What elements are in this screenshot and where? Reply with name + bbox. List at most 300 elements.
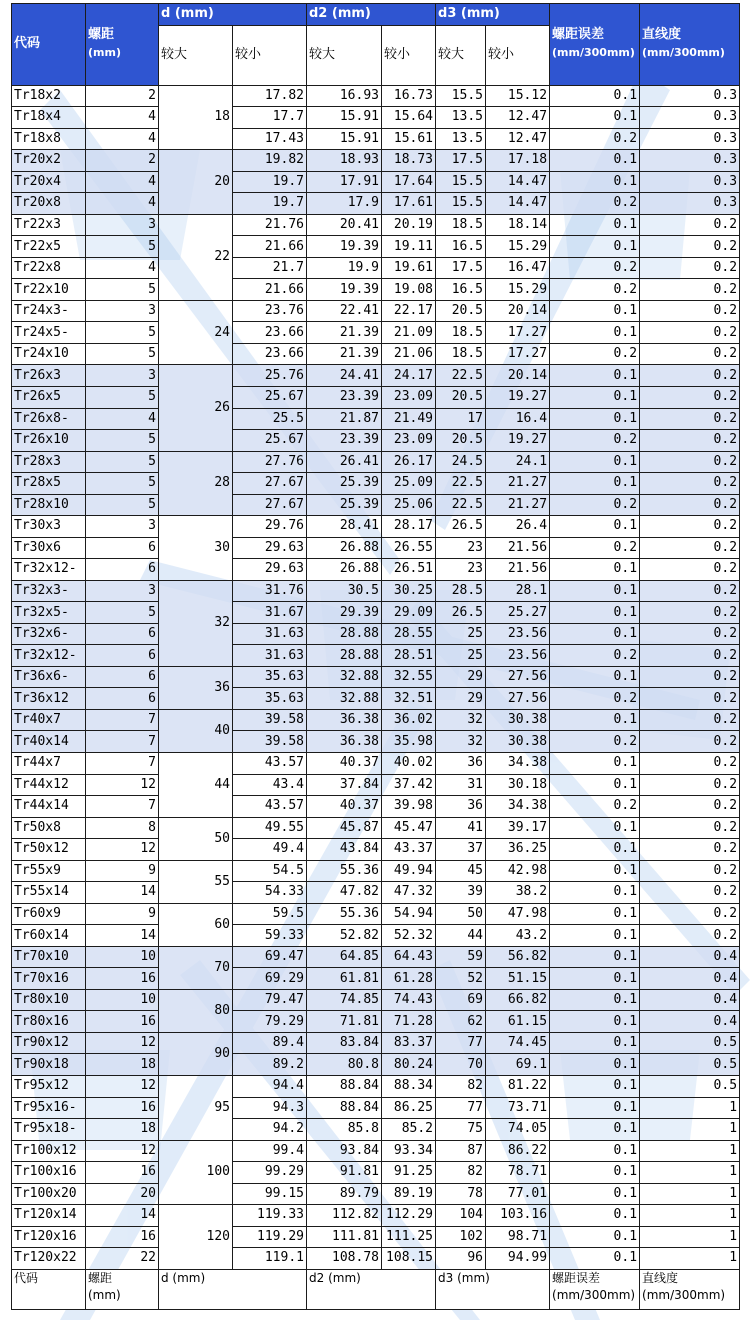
cell-d3-larger: 26.5: [436, 602, 486, 624]
cell-straightness: 0.5: [640, 1054, 740, 1076]
table-row: [12, 946, 740, 968]
cell-pitch-error: 0.1: [550, 1119, 640, 1141]
cell-pitch-error: 0.1: [550, 709, 640, 731]
cell-d-larger: 95: [159, 1075, 233, 1140]
cell-pitch: 16: [86, 968, 159, 990]
table-row: [12, 322, 740, 344]
cell-code: Tr30x6: [12, 537, 86, 559]
cell-straightness: 0.2: [640, 580, 740, 602]
cell-d3-smaller: 25.27: [486, 602, 550, 624]
cell-d3-larger: 16.5: [436, 236, 486, 258]
cell-pitch-error: 0.2: [550, 796, 640, 818]
cell-code: Tr90x18: [12, 1054, 86, 1076]
cell-pitch-error: 0.1: [550, 925, 640, 947]
cell-d3-larger: 87: [436, 1140, 486, 1162]
cell-pitch: 5: [86, 322, 159, 344]
cell-d2-smaller: 17.61: [382, 193, 436, 215]
cell-pitch: 12: [86, 1140, 159, 1162]
cell-pitch-error: 0.1: [550, 1162, 640, 1184]
footer-pitch-error-label: 螺距误差: [552, 1270, 601, 1285]
cell-pitch: 3: [86, 214, 159, 236]
cell-straightness: 0.2: [640, 731, 740, 753]
cell-pitch-error: 0.1: [550, 236, 640, 258]
cell-d2-larger: 91.81: [307, 1162, 382, 1184]
cell-pitch-error: 0.1: [550, 666, 640, 688]
table-row: [12, 107, 740, 129]
table-row: [12, 473, 740, 495]
cell-d2-larger: 40.37: [307, 796, 382, 818]
cell-pitch: 18: [86, 1054, 159, 1076]
cell-pitch: 4: [86, 408, 159, 430]
cell-d2-smaller: 111.25: [382, 1226, 436, 1248]
cell-d3-smaller: 51.15: [486, 968, 550, 990]
cell-d2-larger: 30.5: [307, 580, 382, 602]
cell-pitch-error: 0.1: [550, 580, 640, 602]
cell-d3-smaller: 15.29: [486, 236, 550, 258]
cell-code: Tr30x3: [12, 516, 86, 538]
cell-d2-larger: 23.39: [307, 430, 382, 452]
footer-pitch-error: [550, 1269, 640, 1309]
table-row: [12, 688, 740, 710]
cell-pitch: 2: [86, 150, 159, 172]
cell-d3-smaller: 26.4: [486, 516, 550, 538]
cell-pitch: 4: [86, 107, 159, 129]
cell-d3-larger: 26.5: [436, 516, 486, 538]
cell-d3-larger: 96: [436, 1248, 486, 1270]
cell-pitch-error: 0.1: [550, 946, 640, 968]
cell-pitch-error: 0.1: [550, 559, 640, 581]
cell-code: Tr28x5: [12, 473, 86, 495]
cell-pitch: 12: [86, 839, 159, 861]
cell-d2-larger: 21.39: [307, 343, 382, 365]
cell-code: Tr80x16: [12, 1011, 86, 1033]
cell-pitch-error: 0.1: [550, 774, 640, 796]
cell-d2-smaller: 40.02: [382, 753, 436, 775]
cell-d3-larger: 20.5: [436, 386, 486, 408]
header-straightness-unit: (mm/300mm): [642, 46, 725, 60]
cell-d2-smaller: 30.25: [382, 580, 436, 602]
cell-d2-smaller: 36.02: [382, 709, 436, 731]
cell-code: Tr24x10: [12, 343, 86, 365]
table-row: [12, 602, 740, 624]
cell-straightness: 1: [640, 1226, 740, 1248]
cell-d-smaller: 17.43: [233, 128, 307, 150]
cell-d3-smaller: 16.47: [486, 257, 550, 279]
table-row: [12, 193, 740, 215]
cell-code: Tr36x12: [12, 688, 86, 710]
table-row: [12, 1054, 740, 1076]
header-d2: d2 (mm): [307, 4, 436, 26]
cell-d3-smaller: 98.71: [486, 1226, 550, 1248]
cell-straightness: 0.5: [640, 1032, 740, 1054]
cell-straightness: 0.2: [640, 473, 740, 495]
cell-d-smaller: 119.1: [233, 1248, 307, 1270]
cell-pitch: 8: [86, 817, 159, 839]
cell-d3-smaller: 24.1: [486, 451, 550, 473]
cell-pitch-error: 0.1: [550, 1226, 640, 1248]
cell-d-smaller: 23.66: [233, 322, 307, 344]
table-row: [12, 1140, 740, 1162]
cell-code: Tr120x22: [12, 1248, 86, 1270]
cell-d3-larger: 20.5: [436, 430, 486, 452]
cell-pitch-error: 0.2: [550, 257, 640, 279]
cell-straightness: 0.2: [640, 666, 740, 688]
cell-pitch-error: 0.1: [550, 171, 640, 193]
cell-d3-larger: 29: [436, 666, 486, 688]
table-row: [12, 343, 740, 365]
cell-d-smaller: 35.63: [233, 688, 307, 710]
cell-d2-larger: 45.87: [307, 817, 382, 839]
cell-d2-larger: 17.9: [307, 193, 382, 215]
cell-d-smaller: 59.5: [233, 903, 307, 925]
cell-d2-smaller: 49.94: [382, 860, 436, 882]
cell-straightness: 0.3: [640, 171, 740, 193]
cell-pitch: 14: [86, 882, 159, 904]
table-row: [12, 1119, 740, 1141]
cell-pitch-error: 0.2: [550, 279, 640, 301]
table-row: [12, 1183, 740, 1205]
cell-d2-smaller: 29.09: [382, 602, 436, 624]
cell-d2-smaller: 47.32: [382, 882, 436, 904]
cell-d3-smaller: 17.27: [486, 322, 550, 344]
cell-d-smaller: 19.7: [233, 193, 307, 215]
cell-d3-smaller: 94.99: [486, 1248, 550, 1270]
cell-straightness: 0.4: [640, 989, 740, 1011]
cell-pitch: 6: [86, 559, 159, 581]
cell-code: Tr20x2: [12, 150, 86, 172]
header-d-larger: 较大: [159, 25, 233, 85]
cell-pitch: 5: [86, 236, 159, 258]
header-d-smaller: 较小: [233, 25, 307, 85]
cell-pitch: 9: [86, 860, 159, 882]
cell-d-larger: 20: [159, 150, 233, 215]
table-row: [12, 430, 740, 452]
cell-d3-larger: 28.5: [436, 580, 486, 602]
cell-d-larger: 44: [159, 753, 233, 818]
cell-pitch-error: 0.1: [550, 473, 640, 495]
cell-d-smaller: 19.7: [233, 171, 307, 193]
cell-d3-larger: 69: [436, 989, 486, 1011]
cell-code: Tr32x6-: [12, 623, 86, 645]
cell-pitch: 4: [86, 193, 159, 215]
cell-code: Tr26x8-: [12, 408, 86, 430]
cell-code: Tr24x5-: [12, 322, 86, 344]
cell-d3-larger: 77: [436, 1097, 486, 1119]
cell-pitch: 5: [86, 473, 159, 495]
cell-straightness: 0.2: [640, 516, 740, 538]
cell-code: Tr22x5: [12, 236, 86, 258]
cell-pitch: 12: [86, 774, 159, 796]
cell-d2-smaller: 37.42: [382, 774, 436, 796]
cell-d3-larger: 23: [436, 559, 486, 581]
cell-pitch: 2: [86, 85, 159, 107]
cell-d-smaller: 54.5: [233, 860, 307, 882]
cell-straightness: 0.2: [640, 386, 740, 408]
cell-straightness: 0.2: [640, 774, 740, 796]
cell-d-smaller: 54.33: [233, 882, 307, 904]
cell-d2-smaller: 93.34: [382, 1140, 436, 1162]
cell-d2-larger: 55.36: [307, 903, 382, 925]
cell-d2-larger: 28.88: [307, 645, 382, 667]
cell-pitch-error: 0.1: [550, 150, 640, 172]
cell-code: Tr95x12: [12, 1075, 86, 1097]
cell-d3-smaller: 17.18: [486, 150, 550, 172]
cell-d-smaller: 27.67: [233, 473, 307, 495]
cell-pitch-error: 0.2: [550, 537, 640, 559]
table-row: [12, 989, 740, 1011]
cell-d2-larger: 18.93: [307, 150, 382, 172]
cell-d3-smaller: 69.1: [486, 1054, 550, 1076]
cell-d3-smaller: 30.18: [486, 774, 550, 796]
cell-d3-smaller: 23.56: [486, 645, 550, 667]
cell-d-smaller: 59.33: [233, 925, 307, 947]
cell-pitch-error: 0.2: [550, 430, 640, 452]
cell-straightness: 0.4: [640, 1011, 740, 1033]
cell-d2-larger: 21.87: [307, 408, 382, 430]
cell-d3-smaller: 20.14: [486, 300, 550, 322]
cell-code: Tr70x16: [12, 968, 86, 990]
cell-d-smaller: 99.29: [233, 1162, 307, 1184]
cell-straightness: 1: [640, 1205, 740, 1227]
cell-straightness: 0.2: [640, 451, 740, 473]
cell-d3-smaller: 61.15: [486, 1011, 550, 1033]
cell-d3-larger: 104: [436, 1205, 486, 1227]
cell-pitch: 6: [86, 666, 159, 688]
cell-d2-larger: 74.85: [307, 989, 382, 1011]
cell-d3-smaller: 73.71: [486, 1097, 550, 1119]
cell-d-smaller: 31.63: [233, 623, 307, 645]
header-d3-smaller: 较小: [486, 25, 550, 85]
cell-straightness: 0.2: [640, 559, 740, 581]
cell-straightness: 0.2: [640, 300, 740, 322]
cell-d-smaller: 39.58: [233, 731, 307, 753]
cell-d-larger: 100: [159, 1140, 233, 1205]
cell-d3-smaller: 42.98: [486, 860, 550, 882]
cell-d3-smaller: 66.82: [486, 989, 550, 1011]
cell-d3-larger: 32: [436, 731, 486, 753]
cell-code: Tr40x7: [12, 709, 86, 731]
cell-pitch: 4: [86, 257, 159, 279]
cell-d2-smaller: 16.73: [382, 85, 436, 107]
cell-straightness: 0.2: [640, 688, 740, 710]
table-row: [12, 451, 740, 473]
cell-pitch: 16: [86, 1011, 159, 1033]
cell-d-smaller: 119.33: [233, 1205, 307, 1227]
cell-d2-larger: 28.88: [307, 623, 382, 645]
cell-d3-larger: 44: [436, 925, 486, 947]
cell-d-larger: 70: [159, 946, 233, 989]
table-row: [12, 1011, 740, 1033]
cell-pitch: 16: [86, 1097, 159, 1119]
cell-d2-smaller: 108.15: [382, 1248, 436, 1270]
cell-d2-larger: 22.41: [307, 300, 382, 322]
cell-d2-smaller: 22.17: [382, 300, 436, 322]
table-row: [12, 1075, 740, 1097]
cell-d2-larger: 80.8: [307, 1054, 382, 1076]
cell-d2-larger: 15.91: [307, 107, 382, 129]
cell-pitch: 4: [86, 128, 159, 150]
cell-pitch-error: 0.1: [550, 1011, 640, 1033]
header-d: d (mm): [159, 4, 307, 26]
cell-code: Tr18x8: [12, 128, 86, 150]
cell-straightness: 0.2: [640, 236, 740, 258]
cell-d3-larger: 41: [436, 817, 486, 839]
cell-d-larger: 120: [159, 1205, 233, 1270]
cell-d-larger: 50: [159, 817, 233, 860]
cell-pitch-error: 0.1: [550, 882, 640, 904]
cell-d2-smaller: 18.73: [382, 150, 436, 172]
cell-d2-smaller: 19.61: [382, 257, 436, 279]
cell-pitch: 14: [86, 925, 159, 947]
cell-d2-smaller: 45.47: [382, 817, 436, 839]
cell-code: Tr20x8: [12, 193, 86, 215]
cell-d2-larger: 61.81: [307, 968, 382, 990]
cell-d-larger: 28: [159, 451, 233, 516]
cell-straightness: 0.4: [640, 946, 740, 968]
table-row: [12, 150, 740, 172]
cell-pitch: 3: [86, 580, 159, 602]
cell-d2-larger: 25.39: [307, 494, 382, 516]
header-straightness: [640, 4, 740, 86]
cell-d-smaller: 69.47: [233, 946, 307, 968]
cell-d-smaller: 43.57: [233, 753, 307, 775]
cell-d3-larger: 59: [436, 946, 486, 968]
table-row: [12, 968, 740, 990]
cell-d-smaller: 79.29: [233, 1011, 307, 1033]
cell-straightness: 0.2: [640, 925, 740, 947]
cell-d2-smaller: 61.28: [382, 968, 436, 990]
cell-code: Tr100x20: [12, 1183, 86, 1205]
cell-code: Tr22x8: [12, 257, 86, 279]
cell-d-smaller: 79.47: [233, 989, 307, 1011]
cell-d3-smaller: 47.98: [486, 903, 550, 925]
cell-d-smaller: 43.57: [233, 796, 307, 818]
cell-code: Tr18x4: [12, 107, 86, 129]
cell-d-smaller: 94.3: [233, 1097, 307, 1119]
cell-d2-smaller: 83.37: [382, 1032, 436, 1054]
header-straightness-label: 直线度: [642, 27, 682, 43]
cell-straightness: 0.2: [640, 408, 740, 430]
cell-pitch-error: 0.1: [550, 1140, 640, 1162]
cell-d2-larger: 40.37: [307, 753, 382, 775]
footer-d2: d2 (mm): [307, 1269, 436, 1309]
cell-d3-smaller: 20.14: [486, 365, 550, 387]
cell-d2-smaller: 71.28: [382, 1011, 436, 1033]
cell-pitch-error: 0.1: [550, 386, 640, 408]
cell-d-smaller: 25.76: [233, 365, 307, 387]
table-row: [12, 559, 740, 581]
cell-straightness: 0.2: [640, 279, 740, 301]
cell-d2-smaller: 21.49: [382, 408, 436, 430]
cell-code: Tr26x3: [12, 365, 86, 387]
cell-d3-larger: 22.5: [436, 494, 486, 516]
footer-straightness-label: 直线度: [642, 1270, 679, 1285]
cell-pitch: 7: [86, 709, 159, 731]
cell-pitch: 12: [86, 1075, 159, 1097]
cell-d2-smaller: 21.09: [382, 322, 436, 344]
cell-d-smaller: 49.4: [233, 839, 307, 861]
footer-straightness-unit: (mm/300mm): [642, 1287, 726, 1302]
cell-pitch: 3: [86, 365, 159, 387]
cell-d2-smaller: 64.43: [382, 946, 436, 968]
cell-d-smaller: 29.63: [233, 559, 307, 581]
cell-pitch-error: 0.1: [550, 860, 640, 882]
cell-d-smaller: 21.66: [233, 279, 307, 301]
cell-code: Tr32x3-: [12, 580, 86, 602]
cell-d-larger: 90: [159, 1032, 233, 1075]
cell-d2-smaller: 23.09: [382, 386, 436, 408]
header-d2-larger: 较大: [307, 25, 382, 85]
table-row: [12, 171, 740, 193]
cell-d2-larger: 112.82: [307, 1205, 382, 1227]
cell-d-smaller: 35.63: [233, 666, 307, 688]
cell-d-larger: 30: [159, 516, 233, 581]
cell-code: Tr32x12-: [12, 559, 86, 581]
cell-pitch: 7: [86, 796, 159, 818]
header-pitch-error-unit: (mm/300mm): [552, 46, 635, 60]
cell-pitch: 5: [86, 279, 159, 301]
cell-d2-larger: 89.79: [307, 1183, 382, 1205]
cell-d-smaller: 94.4: [233, 1075, 307, 1097]
cell-pitch-error: 0.2: [550, 128, 640, 150]
header-pitch-error-label: 螺距误差: [552, 27, 605, 43]
cell-d3-smaller: 19.27: [486, 386, 550, 408]
cell-d-smaller: 99.4: [233, 1140, 307, 1162]
header-pitch-label: 螺距: [88, 27, 115, 43]
cell-pitch-error: 0.1: [550, 753, 640, 775]
table-row: [12, 257, 740, 279]
cell-pitch: 5: [86, 343, 159, 365]
cell-pitch-error: 0.1: [550, 1097, 640, 1119]
cell-d2-larger: 32.88: [307, 688, 382, 710]
table-row: [12, 494, 740, 516]
cell-straightness: 0.2: [640, 839, 740, 861]
cell-d2-smaller: 15.61: [382, 128, 436, 150]
cell-d-larger: 26: [159, 365, 233, 451]
cell-d3-smaller: 27.56: [486, 688, 550, 710]
header-pitch: [86, 4, 159, 86]
cell-d3-larger: 18.5: [436, 343, 486, 365]
cell-d-smaller: 94.2: [233, 1119, 307, 1141]
footer-pitch-label: 螺距: [88, 1270, 113, 1285]
cell-pitch-error: 0.1: [550, 214, 640, 236]
table-row: [12, 645, 740, 667]
cell-d3-larger: 22.5: [436, 365, 486, 387]
cell-d3-larger: 75: [436, 1119, 486, 1141]
cell-d2-larger: 15.91: [307, 128, 382, 150]
cell-d2-smaller: 74.43: [382, 989, 436, 1011]
cell-pitch-error: 0.1: [550, 1248, 640, 1270]
cell-d3-smaller: 78.71: [486, 1162, 550, 1184]
cell-d3-larger: 25: [436, 623, 486, 645]
cell-d2-smaller: 24.17: [382, 365, 436, 387]
table-row: [12, 128, 740, 150]
cell-pitch-error: 0.2: [550, 688, 640, 710]
cell-code: Tr18x2: [12, 85, 86, 107]
footer-pitch: [86, 1269, 159, 1309]
cell-code: Tr20x4: [12, 171, 86, 193]
cell-straightness: 0.3: [640, 128, 740, 150]
cell-pitch-error: 0.1: [550, 989, 640, 1011]
cell-straightness: 0.2: [640, 430, 740, 452]
cell-d2-larger: 83.84: [307, 1032, 382, 1054]
cell-pitch-error: 0.1: [550, 85, 640, 107]
cell-code: Tr55x9: [12, 860, 86, 882]
cell-code: Tr60x9: [12, 903, 86, 925]
cell-d-smaller: 89.2: [233, 1054, 307, 1076]
cell-d2-larger: 37.84: [307, 774, 382, 796]
cell-code: Tr44x12: [12, 774, 86, 796]
